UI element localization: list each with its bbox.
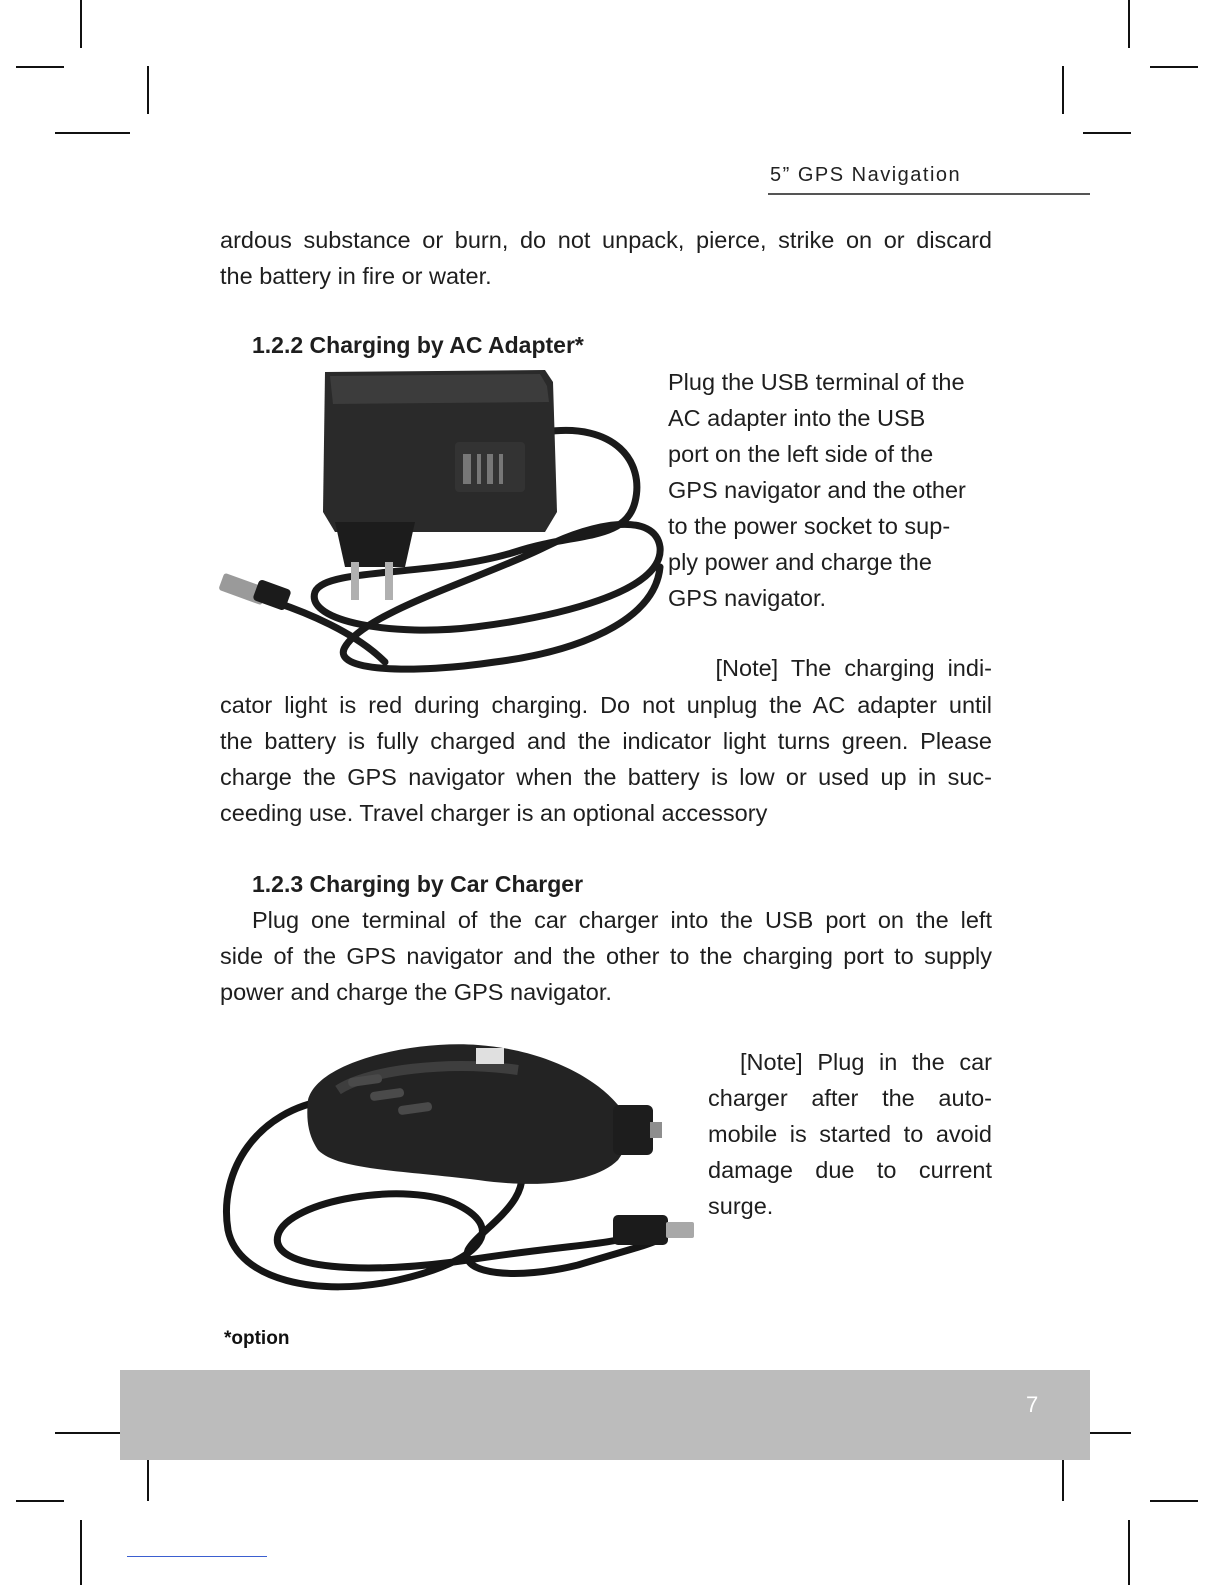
text-line: side of the GPS navigator and the other to the charging port to supply [220,943,992,969]
text-line: ceeding use. Travel charger is an optional accessory [220,800,768,826]
text-line: Plug the USB terminal of the [668,369,965,395]
text-line: Plug one terminal of the car charger into the USB port on the left [252,907,992,933]
section-heading-ac: 1.2.2 Charging by AC Adapter* [252,332,584,358]
crop-mark [16,66,64,68]
text-line: GPS navigator. [668,585,827,611]
crop-mark [55,132,130,134]
ac-note-start: [Note] The charging indi- [715,655,992,681]
text-line: the battery in fire or water. [220,263,492,289]
crop-mark [1083,1432,1131,1434]
crop-mark [1150,1500,1198,1502]
crop-mark [80,0,82,48]
footer-band [120,1370,1090,1460]
text-line: to the power socket to sup- [668,513,951,539]
crop-mark [80,1520,82,1585]
text-line: [Note] Plug in the car [740,1049,992,1075]
text-line: AC adapter into the USB [668,405,926,431]
text-line: charge the GPS navigator when the battery is low or used up in suc- [220,764,992,790]
crop-mark [1128,0,1130,48]
section-heading-car: 1.2.3 Charging by Car Charger [252,871,584,897]
bottom-link-line [127,1556,267,1557]
ac-note-paragraph [220,687,992,831]
footnote: *option [224,1328,290,1349]
text-line: power and charge the GPS navigator. [220,979,612,1005]
crop-mark [1150,66,1198,68]
crop-mark [1062,1453,1064,1501]
text-line: surge. [708,1193,774,1219]
text-line: mobile is started to avoid [708,1121,992,1147]
text-line: GPS navigator and the other [668,477,966,503]
header-rule [768,193,1090,195]
car-paragraph [220,902,992,1010]
car-note [708,1044,992,1224]
intro-paragraph [220,222,992,294]
car-charger-image [218,1030,708,1300]
text-line: damage due to current [708,1157,992,1183]
text-line: port on the left side of the [668,441,934,467]
text-line: ply power and charge the [668,549,932,575]
ac-description [668,364,998,616]
crop-mark [1062,66,1064,114]
page-number: 7 [1026,1392,1039,1417]
text-line: charger after the auto- [708,1085,992,1111]
ac-adapter-image [215,362,675,682]
crop-mark [1128,1520,1130,1585]
text-line: ardous substance or burn, do not unpack, pierce, strike on or discard [220,227,992,253]
crop-mark [147,66,149,114]
crop-mark [147,1453,149,1501]
text-line: cator light is red during charging. Do not unplug the AC adapter until [220,692,992,718]
running-header: 5” GPS Navigation [770,164,962,186]
crop-mark [55,1432,130,1434]
crop-mark [1083,132,1131,134]
crop-mark [16,1500,64,1502]
text-line: the battery is fully charged and the indicator light turns green. Please [220,728,992,754]
